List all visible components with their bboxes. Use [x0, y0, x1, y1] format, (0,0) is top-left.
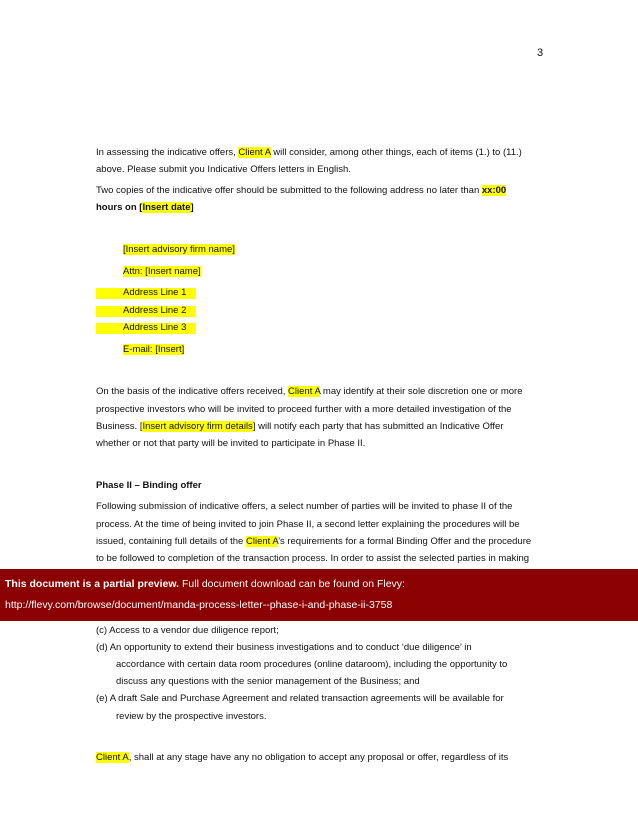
final-text: , shall at any stage have any no obligation to accept any proposal or offer, regardless of its — [128, 752, 509, 763]
item-d-line1: (d) An opportunity to extend their business investigations and to conduct ‘due diligence’ in — [96, 642, 472, 653]
p1-text: In assessing the indicative offers, — [96, 147, 239, 158]
client-highlight: Client A — [245, 536, 279, 547]
p3-line1 — [96, 386, 523, 398]
email-highlight: E-mail: [Insert] — [123, 344, 185, 355]
phase2-text: issued, containing full details of the — [96, 536, 246, 547]
p1-line2: above. Please submit you Indicative Offers letters in English. — [96, 164, 351, 175]
p1-line1 — [96, 147, 522, 159]
item-d-line2: accordance with certain data room procedures (online dataroom), including the opportunity to — [116, 659, 508, 670]
p3-line3 — [96, 421, 503, 433]
p2-text: hours on [ — [96, 202, 143, 213]
page-number: 3 — [537, 47, 544, 59]
p3-text: Business. [ — [96, 421, 143, 432]
date-highlight: Insert date — [142, 202, 191, 213]
client-highlight: Client A — [96, 752, 129, 763]
attn-highlight: Attn: [Insert name] — [123, 266, 201, 277]
client-highlight: Client A — [288, 386, 321, 397]
firm-details-highlight: Insert advisory firm details — [142, 421, 253, 432]
banner-bold-text: This document is a partial preview. — [5, 578, 180, 590]
p3-line2: prospective investors who will be invited to proceed further with a more detailed investigation of the — [96, 404, 512, 415]
phase2-heading: Phase II – Binding offer — [96, 480, 202, 491]
phase2-line1: Following submission of indicative offers, a select number of parties will be invited to phase II of the — [96, 501, 513, 512]
item-e-line2: review by the prospective investors. — [116, 711, 267, 722]
phase2-line4: to be followed to completion of the transaction process. In order to assist the selected parties in making — [96, 553, 530, 564]
p3-text: ] will notify each party that has submitted an Indicative Offer — [252, 421, 504, 432]
item-c: (c) Access to a vendor due diligence report; — [96, 625, 279, 636]
final-line — [96, 752, 508, 764]
banner-text: Full document download can be found on Flevy: — [179, 578, 405, 590]
p2-line1 — [96, 185, 506, 197]
address-attn — [123, 266, 201, 278]
preview-banner — [0, 569, 638, 621]
client-highlight: Client A — [238, 147, 271, 158]
address-line2: Address Line 2 — [123, 305, 187, 316]
p3-text: may identify at their sole discretion one or more — [320, 386, 523, 397]
phase2-line3 — [96, 536, 531, 548]
phase2-line2: process. At the time of being invited to join Phase II, a second letter explaining the procedures will be — [96, 519, 520, 530]
item-d-line3: discuss any questions with the senior management of the Business; and — [116, 676, 420, 687]
address-line1: Address Line 1 — [123, 287, 187, 298]
p3-text: On the basis of the indicative offers received, — [96, 386, 289, 397]
address-firm — [123, 244, 235, 256]
phase2-text: ’s requirements for a formal Binding Offer and the procedure — [278, 536, 532, 547]
item-e-line1: (e) A draft Sale and Purchase Agreement and related transaction agreements will be available for — [96, 693, 504, 704]
address-line3: Address Line 3 — [123, 322, 187, 333]
p2-text: ] — [190, 202, 194, 213]
banner-link[interactable]: http://flevy.com/browse/document/manda-process-letter--phase-i-and-phase-ii-3758 — [5, 599, 393, 611]
p2-line2 — [96, 202, 194, 214]
firm-highlight: [Insert advisory firm name] — [123, 244, 235, 255]
p2-text: Two copies of the indicative offer should be submitted to the following address no later than — [96, 185, 482, 196]
banner-message — [5, 578, 405, 590]
address-email — [123, 344, 184, 356]
time-highlight: xx:00 — [481, 185, 507, 196]
p3-line4: whether or not that party will be invited to participate in Phase II. — [96, 438, 366, 449]
p1-text: will consider, among other things, each of items (1.) to (11.) — [270, 147, 522, 158]
